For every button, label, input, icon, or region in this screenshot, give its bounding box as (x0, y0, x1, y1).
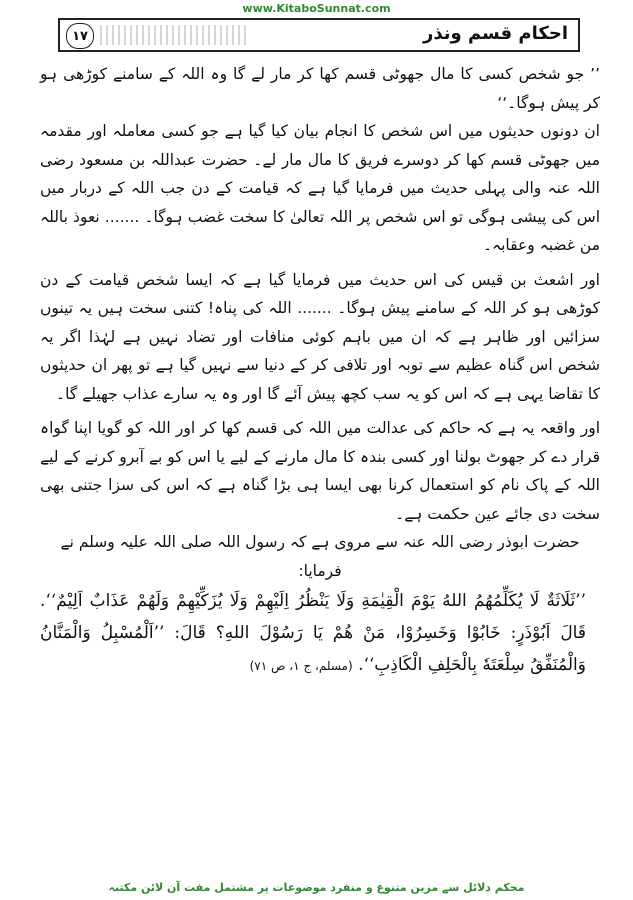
hadith-arabic (40, 585, 600, 682)
paragraph-3: اور اشعث بن قیس کی اس حدیث میں فرمایا گیا ہے کہ ایسا شخص قیامت کے دن کوڑھی ہو کر اللہ کے سامنے پیش ہوگا۔ ....... اللہ کی پناہ! کتنی سخت ہیں یہ تینوں سزائیں اور ظاہر ہے کہ ان میں باہم کوئی منافات اور تضاد نہیں ہے لہٰذا اگر یہ شخص اس گناہ عظیم سے توبہ اور تلافی کر کے دنیا سے نہیں گیا ہے تو پھر ان حدیثوں کا تقاضا یہی ہے کہ اس کو یہ سب کچھ پیش آئے گا اور وہ یہ سارے عذاب جھیلے گا۔ (40, 270, 600, 403)
paragraph-2: ان دونوں حدیثوں میں اس شخص کا انجام بیان کیا گیا ہے جو کسی معاملہ اور مقدمہ میں جھوٹی قسم کھا کر دوسرے فریق کا مال مار لے۔ حضرت عبداللہ بن مسعود رضی اللہ عنہ والی پہلی حدیث میں فرمایا گیا ہے کہ قیامت کے دن جب اللہ کے دربار میں اس کی پیشی ہوگی تو اس شخص پر اللہ تعالیٰ کا سخت غضب ہوگا۔ ....... نعوذ باللہ من غضبہ وعقابہ۔ (40, 122, 600, 254)
chapter-title: احکام قسم ونذر (422, 23, 568, 44)
hadith-text: ’’ثَلَاثَةٌ لَا يُكَلِّمُهُمُ اللهُ يَوْمَ الْقِيٰمَةِ وَلَا يَنْظُرُ اِلَيْهِمْ وَلَا يُزَكِّيْهِمْ وَلَهُمْ عَذَابٌ اَلِيْمٌ‘‘. قَالَ اَبُوْذَرٍ: خَابُوْا وَخَسِرُوْا، مَنْ هُمْ يَا رَسُوْلَ اللهِ؟ قَالَ: ’’اَلْمُسْبِلُ وَالْمَنَّانُ وَالْمُنَفِّقُ سِلْعَتَهٗ بِالْحَلِفِ الْكَاذِبِ‘‘. (40, 591, 586, 675)
header-ornament (100, 25, 250, 45)
site-url[interactable]: www.KitaboSunnat.com (242, 2, 391, 15)
paragraph-1: ’’ جو شخص کسی کا مال جھوٹی قسم کھا کر مار لے گا وہ اللہ کے سامنے کوڑھی ہو کر پیش ہوگا۔‘‘ (40, 65, 600, 112)
citation: (مسلم، ج ۱، ص ۷۱) (249, 659, 353, 673)
chapter-header (58, 18, 580, 52)
footer-tagline: محکم دلائل سے مزین متنوع و منفرد موضوعات پر مشتمل مفت آن لائن مکتبہ (108, 881, 525, 894)
paragraph-4: اور واقعہ یہ ہے کہ حاکم کی عدالت میں اللہ کی قسم کھا کر اور اللہ کو گویا اپنا گواہ قرار دے کر جھوٹ بولنا اور کسی بندہ کا مال مارنے کے لیے یا اس کو بے آبرو کرنے کے لیے اللہ کے پاک نام کو استعمال کرنا بھی ایسا ہی بڑا گناہ ہے کہ اس کی سزا جتنی بھی سخت دی جائے عین حکمت ہے۔ (40, 419, 600, 523)
page-body (40, 60, 600, 682)
hadith-intro: حضرت ابوذر رضی اللہ عنہ سے مروی ہے کہ رسول اللہ صلی اللہ علیہ وسلم نے فرمایا: (60, 533, 580, 580)
page-number: ١٧ (66, 23, 94, 49)
